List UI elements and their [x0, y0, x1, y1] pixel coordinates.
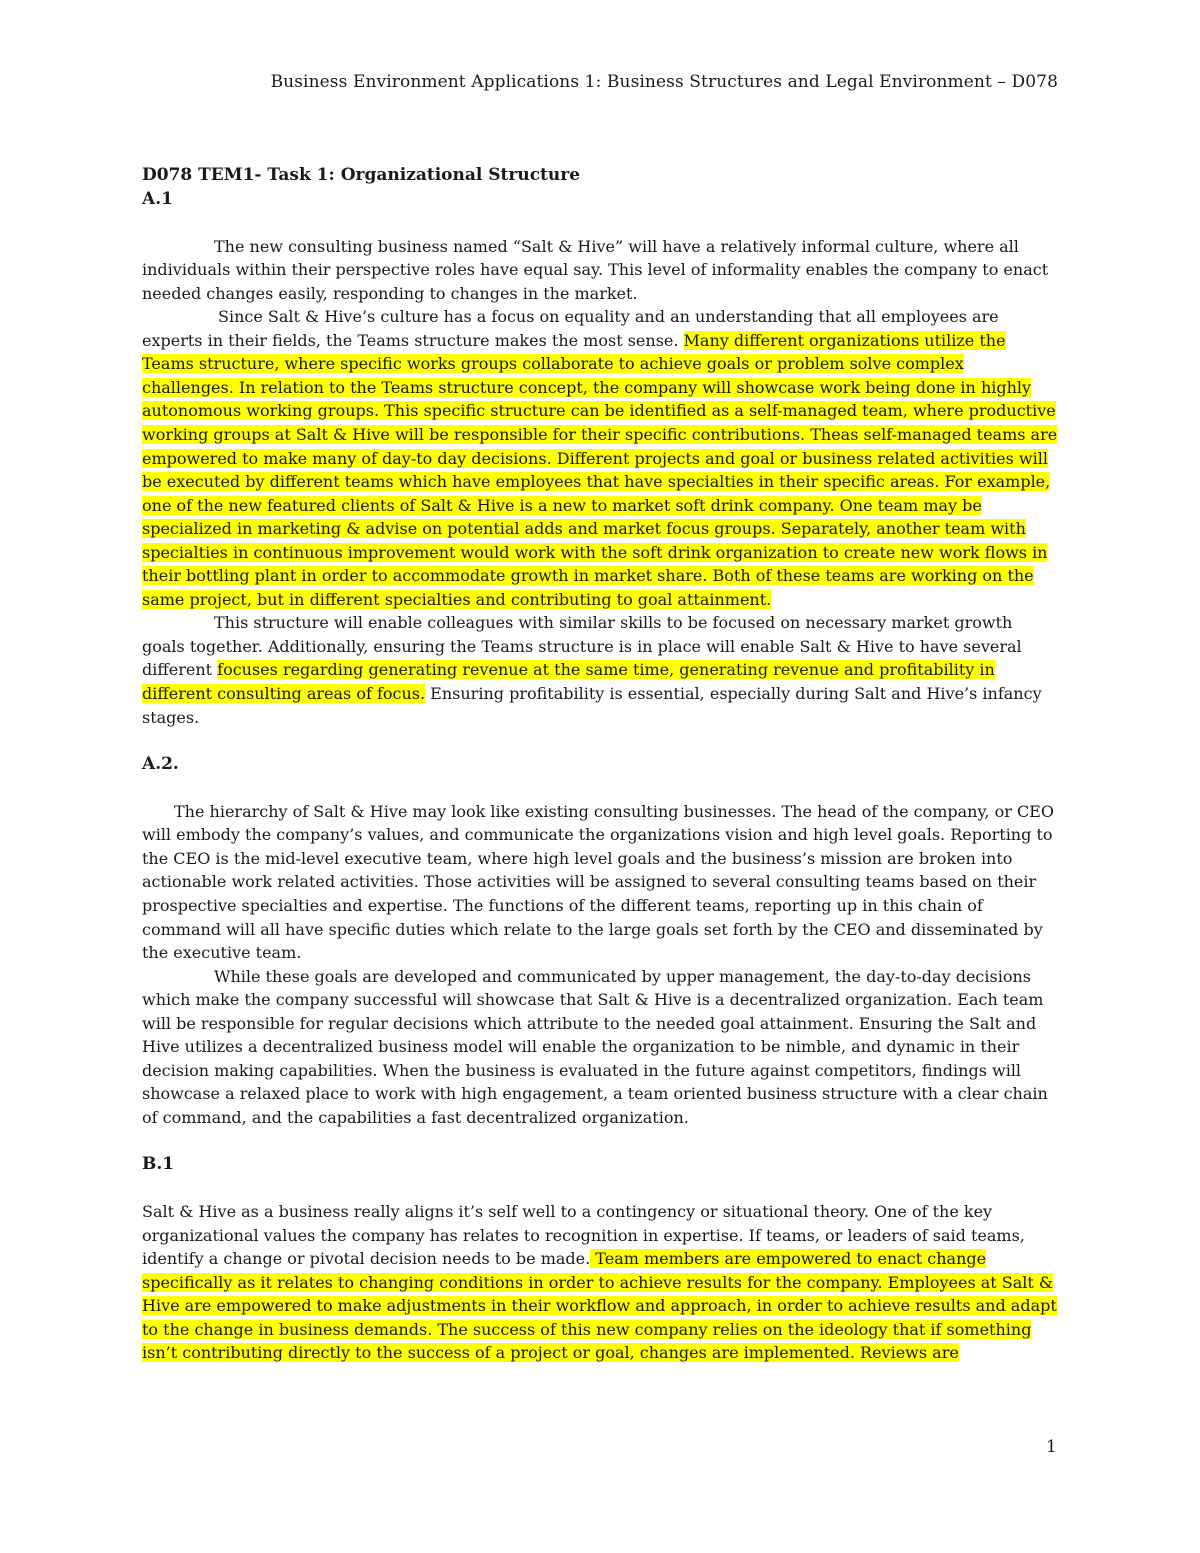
section-heading-a1: A.1 — [142, 188, 173, 209]
page-number: 1 — [1046, 1437, 1057, 1457]
running-header: Business Environment Applications 1: Business Structures and Legal Environment – D078 — [270, 72, 1058, 92]
spacer — [142, 1177, 1060, 1201]
paragraph-a1-1: The new consulting business named “Salt & Hive” will have a relatively informal culture, where all individuals within their perspective roles have equal say. This level of informality enables the company to enact needed changes easily, responding to changes in the market. — [142, 236, 1049, 303]
paragraph-a1-2 — [142, 305, 1060, 611]
text-run: Salt & Hive as a business really aligns it’s self well to a contingency or situational theory. One of the key organizational values the company has relates to recognition in expertise. If teams, or leaders of said teams, identify a change or pivotal decision needs to be made. — [142, 1202, 1025, 1269]
spacer — [142, 729, 1060, 753]
spacer — [142, 776, 1060, 800]
highlighted-text: focuses regarding generating revenue at the same time, generating revenue and profitability in different consulting areas of focus. — [142, 660, 995, 704]
text-run: Since Salt & Hive’s culture has a focus on equality and an understanding that all employees are experts in their fields, the Teams structure makes the most sense. — [142, 307, 999, 350]
paragraph-b1-1 — [142, 1200, 1060, 1365]
highlighted-text: Many different organizations utilize the Teams structure, where specific works groups collaborate to achieve goals or problem solve complex challenges. In relation to the Teams structure concept, the company will showcase work being done in highly autonomous working groups. This specific structure can be identified as a self-managed team, where productive working groups at Salt & Hive will be responsible for their specific contributions. Theas self-managed teams are empowered to make many of day-to day decisions. Different projects and goal or business related activities will be executed by different teams which have employees that have specialties in their specific areas. For example, one of the new featured clients of Salt & Hive is a new to market soft drink company. One team may be specialized in marketing & advise on potential adds and market focus groups. Separately, another team with specialties in continuous improvement would work with the soft drink organization to create new work flows in their bottling plant in order to accommodate growth in market share. Both of these teams are working on the same project, but in different specialties and contributing to goal attainment. — [142, 330, 1058, 609]
section-heading-b1: B.1 — [142, 1153, 175, 1174]
paragraph-a2-1: The hierarchy of Salt & Hive may look like existing consulting businesses. The head of the company, or CEO will embody the company’s values, and communicate the organizations vision and high level goals. Reporting to the CEO is the mid-level executive team, where high level goals and the business’s mission are broken into actionable work related activities. Those activities will be assigned to several consulting teams based on their prospective specialties and expertise. The functions of the different teams, reporting up in this chain of command will all have specific duties which relate to the large goals set forth by the CEO and disseminated by the executive team. — [142, 801, 1054, 963]
paragraph-a1-3 — [142, 611, 1060, 729]
spacer — [142, 211, 1060, 235]
document-title: D078 TEM1- Task 1: Organizational Structure — [142, 165, 581, 185]
document-body — [142, 164, 1060, 1365]
text-run: This structure will enable colleagues with similar skills to be focused on necessary market growth goals together. Additionally, ensuring the Teams structure is in place will enable Salt & Hive to have several different — [142, 613, 1022, 680]
section-heading-a2: A.2. — [142, 753, 179, 774]
paragraph-a2-2: While these goals are developed and communicated by upper management, the day-to-day decisions which make the company successful will showcase that Salt & Hive is a decentralized organization. Each team will be responsible for regular decisions which attribute to the needed goal attainment. Ensuring the Salt and Hive utilizes a decentralized business model will enable the organization to be nimble, and dynamic in their decision making capabilities. When the business is evaluated in the future against competitors, findings will showcase a relaxed place to work with high engagement, a team oriented business structure with a clear chain of command, and the capabilities a fast decentralized organization. — [142, 966, 1048, 1127]
text-run: Ensuring profitability is essential, especially during Salt and Hive’s infancy stages. — [142, 684, 1042, 727]
spacer — [142, 1129, 1060, 1153]
highlighted-text: Team members are empowered to enact change specifically as it relates to changing conditions in order to achieve results for the company. Employees at Salt & Hive are empowered to make adjustments in their workflow and approach, in order to achieve results and adapt to the change in business demands. The success of this new company relies on the ideology that if something isn’t contributing directly to the success of a project or goal, changes are implemented. Reviews are — [142, 1249, 1057, 1363]
